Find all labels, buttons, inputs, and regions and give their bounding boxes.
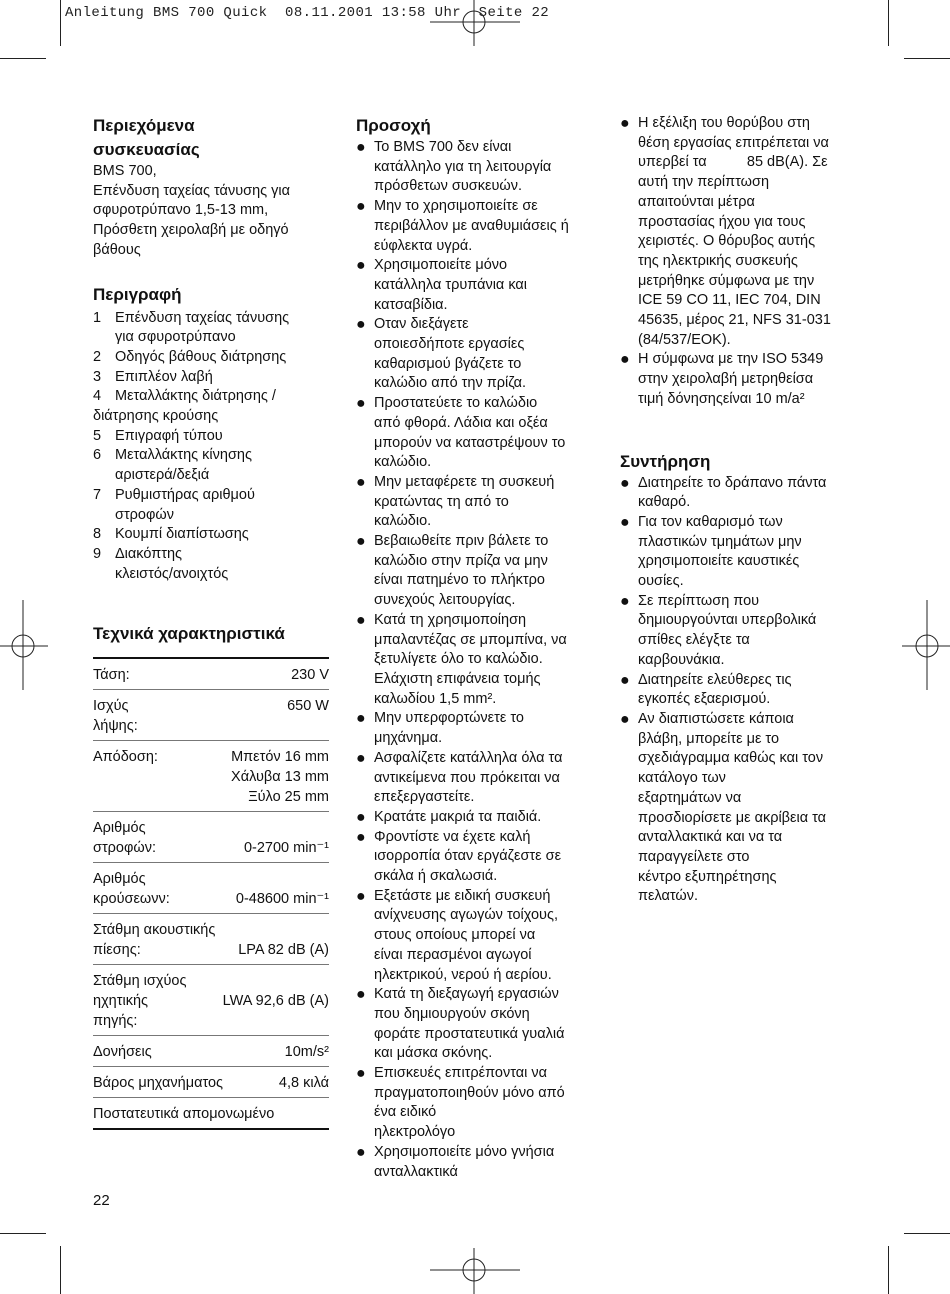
list-item: 1 Επένδυση ταχείας τάνυσης για σφυροτρύπανο [93, 309, 290, 346]
bullet-icon: ● [620, 351, 630, 369]
bullet-line: ανίχνευσης αγωγών τοίχους, [374, 907, 558, 924]
bullet-line: κρατώντας τη από το [374, 493, 509, 510]
bullet-line: Το BMS 700 δεν είναι [374, 139, 512, 155]
spec-value: LPA 82 dB (A) [238, 942, 329, 958]
bullet-line: Προστατεύετε το καλώδιο [374, 395, 538, 412]
bullet-line: από φθορά. Λάδια και οξέα [374, 414, 548, 431]
bullet-line: ξετυλίγετε όλο το καλώδιο. [374, 651, 543, 668]
bullet-item [356, 473, 596, 532]
bullet-line: Κρατάτε μακριά τα παιδιά. [374, 808, 542, 825]
bullet-icon: ● [356, 139, 366, 156]
bullet-icon: ● [620, 592, 630, 610]
bullet-item [356, 985, 596, 1064]
bullet-line: φοράτε προστατευτικά γυαλιά [374, 1025, 565, 1042]
bullet-line: βλάβη, μπορείτε με το [638, 730, 780, 747]
specs-table [93, 657, 329, 1130]
contents-list [93, 162, 333, 261]
bullet-line: Βεβαιωθείτε πριν βάλετε το [374, 533, 549, 550]
bullet-line: χρησιμοποιείτε καυστικές [638, 553, 800, 570]
bullet-line: συνεχούς λειτουργίας. [374, 592, 516, 609]
bullet-line: ένα ειδικό [374, 1104, 437, 1121]
bullet-line: καλωδίου 1,5 mm². [374, 690, 497, 707]
bullet-line: Επισκευές επιτρέπονται να [374, 1065, 548, 1082]
spec-label: Βάρος μηχανήματος [93, 1075, 224, 1091]
bullet-line: είναι πατημένο το πλήκτρο [374, 572, 545, 589]
bullet-line: 45635, μέρος 21, NFS 31-031 [638, 312, 831, 329]
bullet-line: δημιουργούνται υπερβολικά [638, 612, 817, 629]
bullet-item [620, 592, 860, 671]
bullet-line: Σε περίπτωση που [638, 592, 760, 609]
bullet-line: θέση εργασίας επιτρέπεται να [638, 134, 829, 151]
bullet-line: καλώδιο στην πρίζα να μην [374, 552, 548, 569]
bullet-line: είναι περασμένοι αγωγοί [374, 946, 532, 963]
bullet-icon: ● [356, 887, 366, 905]
bullet-line: περιβάλλον με αναθυμιάσεις ή [374, 217, 569, 234]
bullet-line: της ηλεκτρικής συσκευής [638, 252, 798, 269]
bullet-icon: ● [620, 513, 630, 531]
bullet-line: ανταλλακτικά [374, 1163, 458, 1180]
spec-label: Αριθμός στροφών: [93, 820, 156, 856]
spec-row [93, 812, 329, 863]
bullet-line: στους οποίους μπορεί να [374, 927, 536, 944]
bullet-icon: ● [356, 533, 366, 551]
bullet-item [356, 709, 596, 748]
bullet-icon: ● [356, 257, 366, 275]
bullet-line: καλώδιο από την πρίζα. [374, 375, 527, 392]
bullet-icon: ● [356, 473, 366, 491]
spec-value: 4,8 κιλά [278, 1075, 329, 1091]
spec-label: Απόδοση: [93, 749, 158, 765]
bullet-line: εγκοπές εξαερισμού. [638, 691, 771, 708]
spec-row [93, 741, 329, 812]
contents-line: σφυροτρύπανο 1,5-13 mm, [93, 202, 269, 219]
bullet-item [356, 197, 596, 256]
bullet-line: Μην υπερφορτώνετε το [374, 710, 524, 727]
bullet-line: προστασίας ήχου για τους [638, 213, 806, 230]
bullet-line: οποιεσδήποτε εργασίες [374, 336, 525, 353]
contents-title: Περιεχόμενα συσκευασίας [93, 116, 200, 159]
bullet-line: Διατηρείτε το δράπανο πάντα [638, 474, 827, 491]
bullet-icon: ● [356, 986, 366, 1004]
spec-label: Ποστατευτικά απομονωμένο [93, 1106, 275, 1122]
bullet-icon: ● [356, 1143, 366, 1161]
column-middle [356, 114, 596, 1182]
list-item-continuation: διάτρησης κρούσης [93, 408, 219, 425]
bullet-line: εύφλεκτα υγρά. [374, 237, 473, 254]
bullet-item [356, 749, 596, 808]
spec-row [93, 1067, 329, 1098]
bullet-line: (84/537/EOK). [638, 331, 731, 348]
bullet-line: κατάλληλο για τη λειτουργία [374, 158, 552, 175]
bullet-line: σπίθες ελέγξτε τα [638, 632, 750, 649]
bullet-line: καθαρισμού βγάζετε το [374, 355, 522, 372]
bullet-icon: ● [356, 611, 366, 629]
spec-value: 10m/s² [284, 1044, 329, 1060]
bullet-icon: ● [356, 198, 366, 216]
bullet-item [356, 887, 596, 986]
maintenance-title: Συντήρηση [620, 451, 711, 471]
spec-label: Δονήσεις [93, 1044, 152, 1060]
bullet-item [620, 710, 860, 907]
caution-title: Προσοχή [356, 116, 431, 135]
list-item: 5 Επιγραφή τύπου [93, 427, 223, 444]
bullet-line: τιμή δόνησηςείναι 10 m/a² [638, 390, 805, 407]
bullet-line: Οταν διεξάγετε [374, 316, 469, 333]
bullet-line: πρόσθετων συσκευών. [374, 178, 522, 195]
spec-row [93, 863, 329, 914]
bullet-line: Μην το χρησιμοποιείτε σε [374, 198, 538, 215]
bullet-line: προσδιορίσετε με ακρίβεια τα [638, 809, 827, 826]
bullet-item [356, 256, 596, 315]
bullet-icon: ● [356, 316, 366, 334]
registration-mark-top [430, 0, 520, 46]
bullet-line: ηλεκτρικού, νερού ή αερίου. [374, 966, 552, 983]
bullet-line: αυτή την περίπτωση [638, 174, 770, 191]
registration-mark-bottom [430, 1248, 520, 1294]
bullet-line: ισορροπία όταν εργάζεστε σε [374, 848, 562, 865]
bullet-line: Η εξέλιξη του θορύβου στη [638, 115, 810, 131]
spec-value: 0-48600 min⁻¹ [235, 891, 329, 907]
bullet-line: ICE 59 CO 11, IEC 704, DIN [638, 292, 821, 309]
column-left [93, 114, 333, 584]
spec-value: Μπετόν 16 mm Χάλυβα 13 mm Ξύλο 25 mm [231, 749, 329, 805]
bullet-line: Η σύμφωνα με την ISO 5349 [638, 351, 824, 368]
bullet-icon: ● [356, 395, 366, 413]
bullet-line: καλώδιο. [374, 513, 432, 530]
description-title: Περιγραφή [93, 284, 182, 304]
bullet-line: σχεδιάγραμμα καθώς και τον [638, 750, 824, 767]
bullet-line: χειριστές. Ο θόρυβος αυτής [638, 233, 816, 250]
bullet-icon: ● [620, 710, 630, 728]
spec-row [93, 659, 329, 690]
spec-label: Στάθμη ισχύος ηχητικής πηγής: [93, 973, 187, 1029]
bullet-item [356, 138, 596, 197]
bullet-line: πλαστικών τμημάτων μην [638, 533, 802, 550]
bullet-line: στην χειρολαβή μετρηθείσα [638, 371, 814, 388]
bullet-item [620, 114, 860, 350]
bullet-line: μηχάνημα. [374, 730, 443, 747]
bullet-line: μετρήθηκε σύμφωνα με την [638, 272, 815, 289]
registration-mark-left [0, 600, 48, 690]
list-item: 3 Επιπλέον λαβή [93, 368, 213, 385]
bullet-item [356, 394, 596, 473]
registration-mark-right [902, 600, 950, 690]
spec-label: Ισχύς λήψης: [93, 698, 138, 734]
bullet-line: Εξετάστε με ειδική συσκευή [374, 887, 551, 904]
list-item: 8 Κουμπί διαπίστωσης [93, 526, 249, 543]
list-item: 7 Ρυθμιστήρας αριθμού στροφών [93, 486, 255, 523]
bullet-line: κατάλογο των [638, 770, 726, 787]
bullet-line: παραγγείλετε στο [638, 848, 750, 865]
list-item: 2 Οδηγός βάθους διάτρησης [93, 348, 287, 365]
bullet-line: μπορούν να καταστρέψουν το [374, 434, 566, 451]
specs-title: Τεχνικά χαρακτηριστικά [93, 624, 285, 643]
bullet-item [356, 315, 596, 394]
list-item: 4 Μεταλλάκτης διάτρησης / [93, 388, 276, 405]
bullet-line: ουσίες. [638, 573, 684, 590]
bullet-line: καλώδιο. [374, 454, 432, 471]
bullet-line: ηλεκτρολόγο [374, 1124, 456, 1141]
spec-row [93, 690, 329, 741]
bullet-line: Ελάχιστη επιφάνεια τομής [374, 670, 541, 687]
bullet-line: μπαλαντέζας σε μπομπίνα, να [374, 631, 567, 648]
bullet-line: ανταλλακτικά και να τα [638, 829, 783, 846]
bullet-icon: ● [620, 474, 630, 492]
spec-label: Στάθμη ακουστικής πίεσης: [93, 922, 216, 958]
contents-line: βάθους [93, 241, 141, 258]
bullet-line: καρβουνάκια. [638, 651, 725, 668]
spec-label: Τάση: [93, 667, 130, 683]
bullet-item [620, 513, 860, 592]
bullet-line: που δημιουργούν σκόνη [374, 1005, 530, 1022]
bullet-item [356, 532, 596, 611]
maintenance-list [620, 474, 860, 907]
bullet-line: υπερβεί τα 85 dB(A). Σε [638, 154, 828, 171]
noise-list [620, 114, 860, 410]
spec-value: 230 V [291, 667, 329, 683]
list-item: 6 Μεταλλάκτης κίνησης αριστερά/δεξιά [93, 447, 252, 484]
bullet-icon: ● [620, 671, 630, 689]
spec-row [93, 965, 329, 1036]
bullet-item [620, 350, 860, 409]
column-right [620, 114, 860, 907]
page-number: 22 [93, 1192, 110, 1209]
bullet-line: Διατηρείτε ελεύθερες τις [638, 671, 792, 688]
bullet-icon: ● [356, 828, 366, 846]
bullet-icon: ● [356, 808, 366, 826]
print-slug: Anleitung BMS 700 Quick 08.11.2001 13:58 Uhr Seite 22 [65, 5, 550, 21]
bullet-line: Φροντίστε να έχετε καλή [374, 828, 531, 845]
spec-value: 650 W [287, 698, 329, 714]
spec-label: Αριθμός κρούσεωνν: [93, 871, 170, 907]
description-list [93, 309, 333, 585]
bullet-line: Χρησιμοποιείτε μόνο γνήσια [374, 1143, 555, 1160]
bullet-line: καθαρό. [638, 494, 691, 511]
bullet-line: εξαρτημάτων να [638, 789, 742, 806]
bullet-line: Αν διαπιστώσετε κάποια [638, 710, 794, 727]
bullet-line: αντικείμενα που πρόκειται να [374, 769, 560, 786]
bullet-icon: ● [620, 115, 630, 132]
bullet-item [356, 1064, 596, 1143]
bullet-icon: ● [356, 1065, 366, 1083]
bullet-line: Κατά τη διεξαγωγή εργασιών [374, 986, 559, 1003]
bullet-line: πραγματοποιηθούν μόνο από [374, 1084, 565, 1101]
spec-row [93, 1098, 329, 1128]
bullet-line: κέντρο εξυπηρέτησης [638, 868, 777, 885]
spec-row [93, 1036, 329, 1067]
bullet-line: Ασφαλίζετε κατάλληλα όλα τα [374, 749, 563, 766]
bullet-line: κατσαβίδια. [374, 296, 448, 313]
bullet-line: και μάσκα σκόνης. [374, 1045, 493, 1062]
bullet-item [620, 474, 860, 513]
bullet-line: Για τον καθαρισμό των [638, 513, 783, 530]
bullet-line: σκάλα ή σκαλωσιά. [374, 868, 498, 885]
bullet-icon: ● [356, 710, 366, 728]
bullet-line: επεξεργαστείτε. [374, 789, 475, 806]
bullet-line: Μην μεταφέρετε τη συσκευή [374, 473, 555, 490]
bullet-item [356, 611, 596, 710]
spec-row [93, 914, 329, 965]
bullet-line: απαιτούνται μέτρα [638, 193, 755, 210]
bullet-item [620, 671, 860, 710]
bullet-line: Κατά τη χρησιμοποίηση [374, 611, 527, 628]
bullet-line: πελατών. [638, 888, 699, 905]
contents-line: Πρόσθετη χειρολαβή με οδηγό [93, 222, 289, 239]
spec-value: LWA 92,6 dB (A) [222, 993, 329, 1009]
contents-line: BMS 700, [93, 163, 157, 179]
bullet-item [356, 808, 596, 828]
contents-line: Επένδυση ταχείας τάνυσης για [93, 182, 291, 199]
bullet-line: Χρησιμοποιείτε μόνο [374, 257, 508, 274]
bullet-icon: ● [356, 749, 366, 767]
caution-list [356, 138, 596, 1182]
bullet-item [356, 828, 596, 887]
bullet-item [356, 1143, 596, 1182]
list-item: 9 Διακόπτης κλειστός/ανοιχτός [93, 545, 229, 582]
spec-value: 0-2700 min⁻¹ [243, 840, 329, 856]
bullet-line: κατάλληλα τρυπάνια και [374, 276, 528, 293]
